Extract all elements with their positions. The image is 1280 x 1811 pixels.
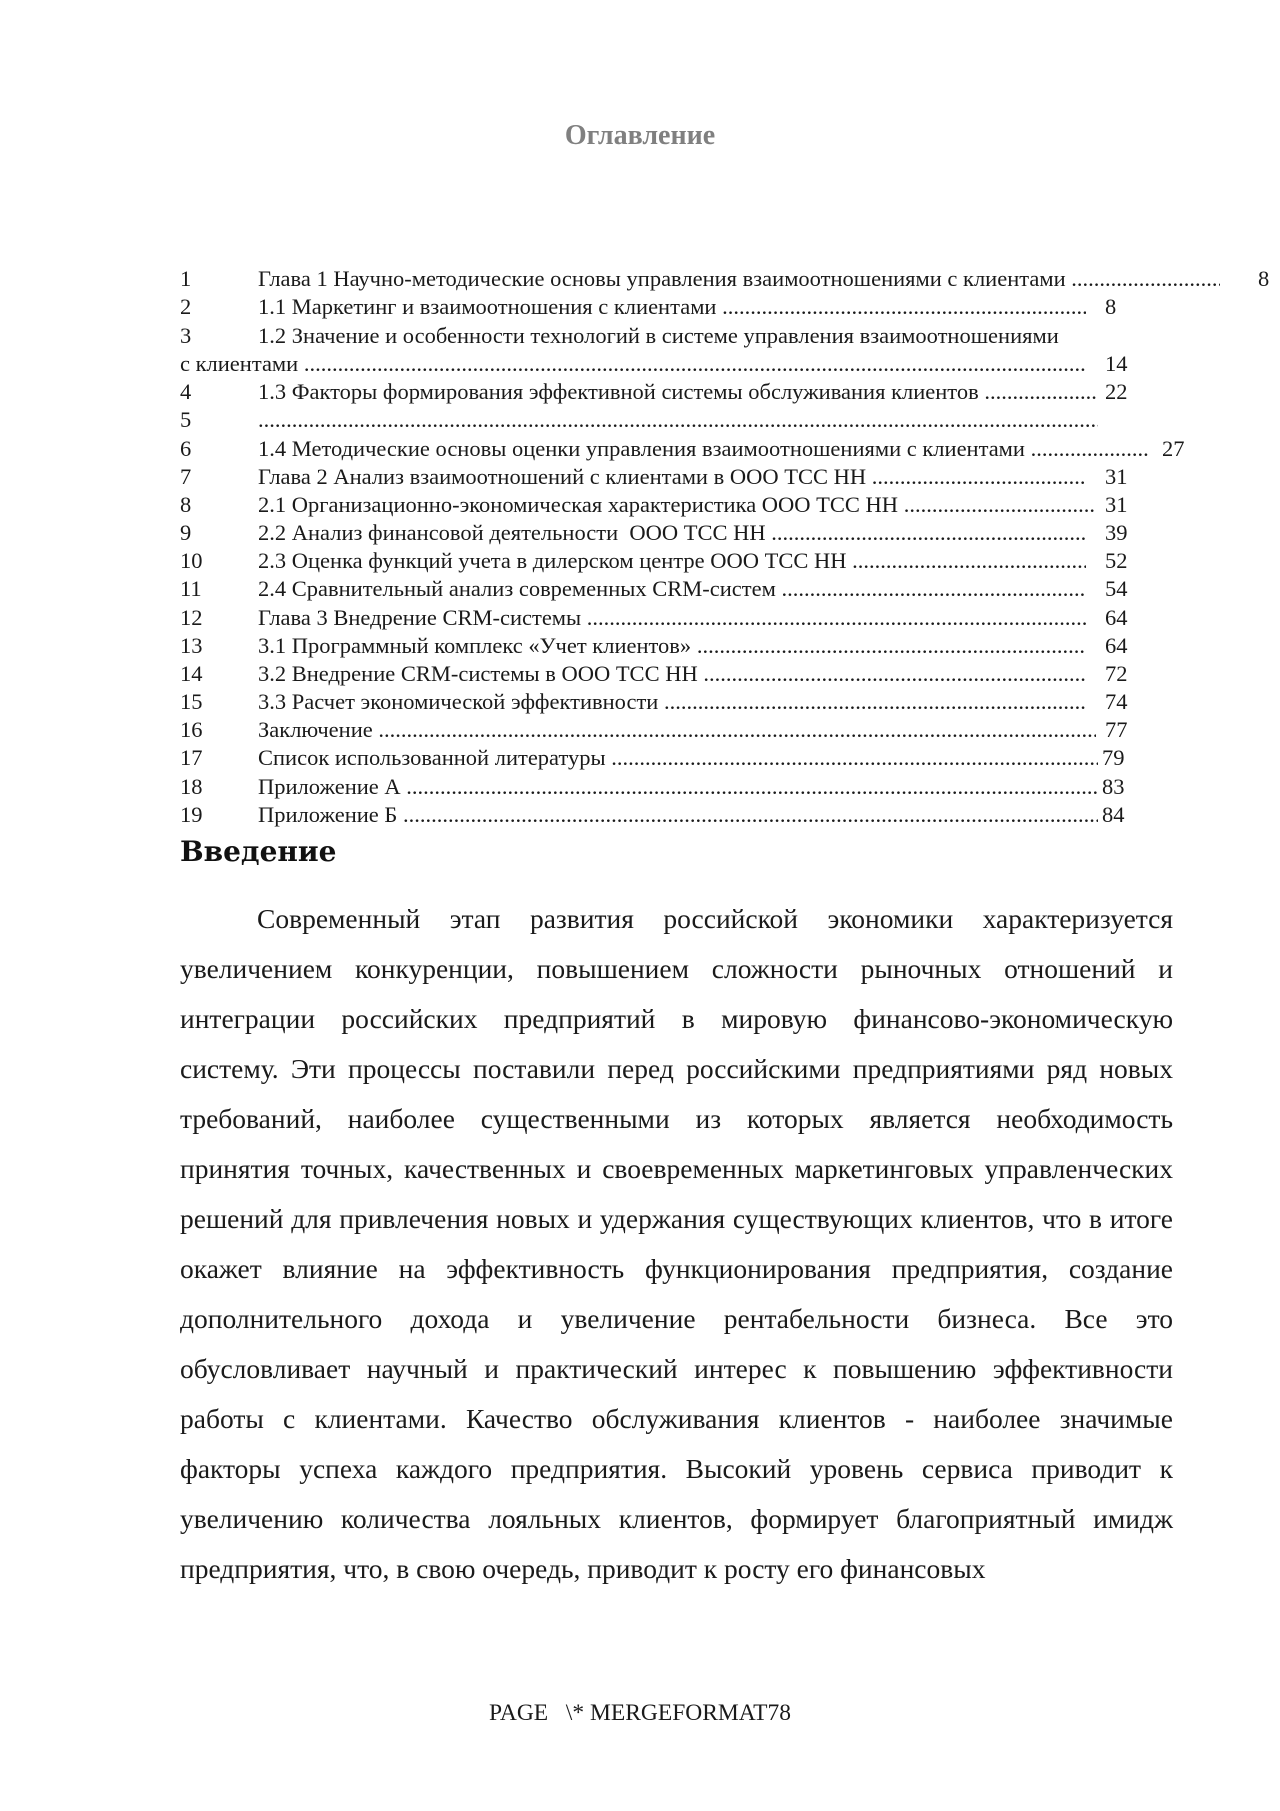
toc-entry[interactable] <box>180 519 1180 547</box>
toc-entry-page: 72 <box>1105 661 1128 686</box>
toc-entry[interactable] <box>180 463 1180 491</box>
toc-entry-number: 7 <box>180 464 192 489</box>
toc-entry-number: 13 <box>180 633 203 658</box>
toc-entry-text: 1.4 Методические основы оценки управления взаимоотношениями с клиентами ..... <box>258 435 1150 463</box>
toc-entry[interactable] <box>180 632 1180 660</box>
toc-entry[interactable] <box>180 435 1280 463</box>
toc-entry-text: Заключение ..... <box>258 716 1096 744</box>
toc-entry-number: 3 <box>180 323 192 348</box>
toc-entry-number: 9 <box>180 520 192 545</box>
toc-entry[interactable] <box>180 265 1280 293</box>
toc-entry-text: Приложение Б ..... <box>258 801 1098 829</box>
toc-entry-number: 11 <box>180 576 202 601</box>
page-field-code: PAGE \* MERGEFORMAT <box>488 1700 768 1726</box>
toc-entry-number: 19 <box>180 802 203 827</box>
toc-entry[interactable] <box>180 604 1180 632</box>
toc-entry[interactable] <box>180 660 1180 688</box>
toc-entry-page: 8 <box>1258 266 1270 291</box>
toc-entry-page: 64 <box>1105 605 1128 630</box>
toc-entry-text: 1.1 Маркетинг и взаимоотношения с клиентами ..... <box>258 293 1086 321</box>
toc-entry-text: 3.1 Программный комплекс «Учет клиентов» ..... <box>258 632 1086 660</box>
toc-entry-page: 39 <box>1105 520 1128 545</box>
toc-entry-number: 6 <box>180 436 192 461</box>
toc-entry-page: 14 <box>1105 351 1128 376</box>
toc-entry-number: 8 <box>180 492 192 517</box>
toc-entry-number: 4 <box>180 379 192 404</box>
toc-entry[interactable] <box>180 773 1180 801</box>
toc-entry-page: 54 <box>1105 576 1128 601</box>
toc-entry-page: 31 <box>1105 492 1128 517</box>
toc-entry-page: 74 <box>1105 689 1128 714</box>
toc-entry-text: 1.3 Факторы формирования эффективной системы обслуживания клиентов ..... <box>258 378 1096 406</box>
toc-entry[interactable] <box>180 378 1180 406</box>
toc-entry-page: 83 <box>1102 774 1125 799</box>
toc-entry-text: 2.2 Анализ финансовой деятельности ООО ТСС НН ..... <box>258 519 1086 547</box>
toc-entry-number: 2 <box>180 294 192 319</box>
toc-entry[interactable] <box>180 801 1180 829</box>
toc-entry-number: 10 <box>180 548 203 573</box>
toc-entry-continuation[interactable] <box>180 350 1180 378</box>
toc-entry[interactable] <box>180 322 1180 350</box>
toc-entry-number: 16 <box>180 717 203 742</box>
intro-paragraph: Современный этап развития российской экономики характеризуется увеличением конкуренции, повышением сложности рыночных отношений и интеграции российских предприятий в мировую финансово-экономическую систему. Эти процессы поставили перед российскими предприятиями ряд новых требований, наиболее существенными из которых является необходимость принятия точных, качественных и своевременных маркетинговых управленческих решений для привлечения новых и удержания существующих клиентов, что в итоге окажет влияние на эффективность функционирования предприятия, создание дополнительного дохода и увеличение рентабельности бизнеса. Все это обусловливает научный и практический интерес к повышению эффективности работы с клиентами. Качество обслуживания клиентов - наиболее значимые факторы успеха каждого предприятия. Высокий уровень сервиса приводит к увеличению количества лояльных клиентов, формирует благоприятный имидж предприятия, что, в свою очередь, приводит к росту его финансовых <box>180 903 1173 1584</box>
toc-entry-page: 79 <box>1102 745 1125 770</box>
toc-entry-number: 12 <box>180 605 203 630</box>
toc-entry[interactable] <box>180 491 1180 519</box>
toc-entry-text: 1.2 Значение и особенности технологий в системе управления взаимоотношениями <box>258 323 1059 348</box>
toc-entry[interactable] <box>180 716 1180 744</box>
toc-entry-text: Глава 1 Научно-методические основы управления взаимоотношениями с клиентами ..... <box>258 265 1220 293</box>
toc-entry-text: Приложение А ..... <box>258 773 1098 801</box>
toc-entry-number: 5 <box>180 407 192 432</box>
toc-entry-number: 17 <box>180 745 203 770</box>
toc-entry-page: 84 <box>1102 802 1125 827</box>
toc-entry-text: 3.3 Расчет экономической эффективности ..... <box>258 688 1086 716</box>
toc-entry[interactable] <box>180 744 1180 772</box>
toc-entry-text: 2.3 Оценка функций учета в дилерском центре ООО ТСС НН ..... <box>258 547 1086 575</box>
toc-entry-page: 27 <box>1162 436 1185 461</box>
toc-entry-page: 52 <box>1105 548 1128 573</box>
page-number: 78 <box>767 1700 792 1726</box>
toc-entry-text: Глава 3 Внедрение CRM-системы ..... <box>258 604 1086 632</box>
toc-entry-page: 22 <box>1105 379 1128 404</box>
toc-entry-text: Список использованной литературы ..... <box>258 744 1098 772</box>
toc-entry-number: 15 <box>180 689 203 714</box>
toc-entry[interactable] <box>180 406 1180 434</box>
toc-entry[interactable] <box>180 293 1180 321</box>
toc-entry-page: 8 <box>1105 294 1117 319</box>
toc-entry-page: 77 <box>1105 717 1128 742</box>
toc-entry-number: 18 <box>180 774 203 799</box>
toc-entry-page: 64 <box>1105 633 1128 658</box>
toc-entry-text: 2.1 Организационно-экономическая характеристика ООО ТСС НН ..... <box>258 491 1096 519</box>
toc-entry-text: Глава 2 Анализ взаимоотношений с клиентами в ООО ТСС НН ..... <box>258 463 1086 491</box>
toc-entry[interactable] <box>180 688 1180 716</box>
toc-entry[interactable] <box>180 547 1180 575</box>
toc-entry-text: 3.2 Внедрение CRM-системы в ООО ТСС НН ..... <box>258 660 1086 688</box>
toc-entry-number: 14 <box>180 661 203 686</box>
page-footer <box>0 1700 1280 1727</box>
toc-entry-text: 2.4 Сравнительный анализ современных CRM-систем ..... <box>258 575 1086 603</box>
toc-entry-number: 1 <box>180 266 192 291</box>
intro-heading: Введение <box>180 835 337 868</box>
toc-entry[interactable] <box>180 575 1180 603</box>
toc-entry-text <box>258 406 1098 434</box>
toc-title: Оглавление <box>564 120 716 151</box>
toc-entry-text: с клиентами ..... <box>180 350 1086 378</box>
toc-entry-page: 31 <box>1105 464 1128 489</box>
